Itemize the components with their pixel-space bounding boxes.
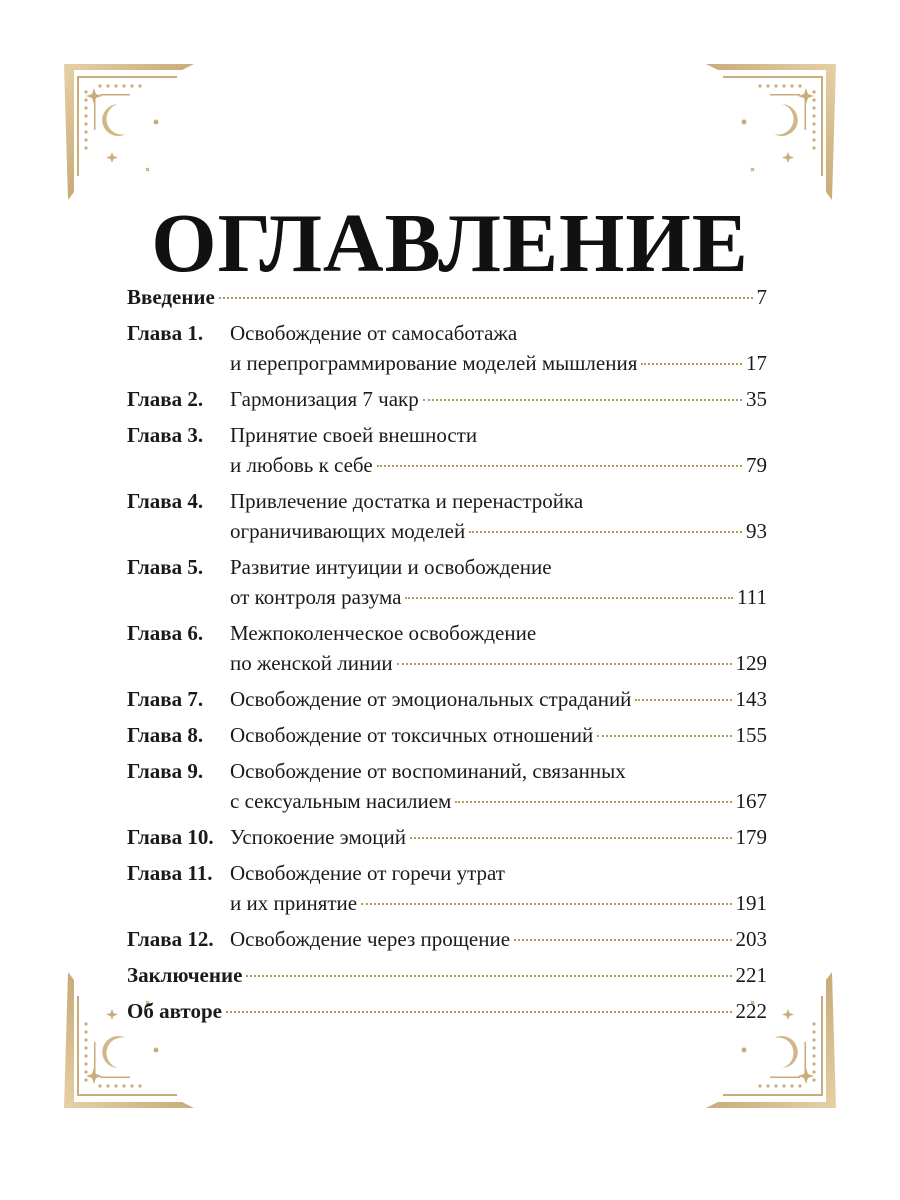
chapter-label: Глава 11.: [127, 861, 213, 885]
dot-leader: [469, 531, 742, 533]
toc-entry-title-line: Развитие интуиции и освобождение: [230, 555, 552, 579]
toc-entry-about-author[interactable]: [127, 996, 767, 1026]
toc-entry-title: Введение: [127, 285, 215, 309]
toc-entry-title-line: Успокоение эмоций: [230, 825, 406, 849]
toc-entry-chapter-2[interactable]: [127, 384, 767, 414]
toc-entry-title-line: от контроля разума: [230, 585, 402, 609]
chapter-label: Глава 1.: [127, 321, 204, 345]
chapter-label: Глава 4.: [127, 489, 204, 513]
toc-entry-title-line: Гармонизация 7 чакр: [230, 387, 419, 411]
toc-entry-title-line: Освобождение от эмоциональных страданий: [230, 687, 632, 711]
toc-entry-title-line: Освобождение от токсичных отношений: [230, 723, 594, 747]
toc-entry-chapter-1[interactable]: [127, 318, 767, 378]
toc-entry-title-line: Привлечение достатка и перенастройка: [230, 489, 584, 513]
toc-entry-chapter-5[interactable]: [127, 552, 767, 612]
toc-entry-chapter-6[interactable]: [127, 618, 767, 678]
page-number: 129: [735, 651, 767, 675]
dot-leader: [423, 399, 742, 401]
page-title: ОГЛАВЛЕНИЕ: [151, 197, 749, 291]
chapter-label: Глава 5.: [127, 555, 204, 579]
toc-entry-conclusion[interactable]: [127, 960, 767, 990]
page-number: 143: [735, 687, 767, 711]
dot-leader: [377, 465, 742, 467]
toc-entry-intro[interactable]: [127, 282, 767, 312]
page-number: 179: [735, 825, 767, 849]
corner-ornament-top-left: [64, 64, 204, 204]
toc-entry-title-line: по женской линии: [230, 651, 393, 675]
toc-entry-title-line: Освобождение от самосаботажа: [230, 321, 518, 345]
toc-entry-chapter-12[interactable]: [127, 924, 767, 954]
chapter-label: Глава 3.: [127, 423, 204, 447]
page-number: 93: [746, 519, 767, 543]
page-number: 167: [735, 789, 767, 813]
page-number: 111: [737, 585, 767, 609]
corner-ornament-top-right: [696, 64, 836, 204]
page-number: 222: [735, 999, 767, 1023]
dot-leader: [514, 939, 731, 941]
dot-leader: [405, 597, 733, 599]
toc-entry-title-line: Межпоколенческое освобождение: [230, 621, 537, 645]
page-number: 155: [735, 723, 767, 747]
chapter-label: Глава 6.: [127, 621, 204, 645]
dot-leader: [246, 975, 731, 977]
toc-entry-chapter-9[interactable]: [127, 756, 767, 816]
toc-entry-chapter-11[interactable]: [127, 858, 767, 918]
chapter-label: Глава 2.: [127, 387, 204, 411]
dot-leader: [226, 1011, 732, 1013]
dot-leader: [635, 699, 731, 701]
toc-entry-chapter-4[interactable]: [127, 486, 767, 546]
toc-entry-title: Заключение: [127, 963, 243, 987]
dot-leader: [361, 903, 731, 905]
toc-entry-title: Об авторе: [127, 999, 222, 1023]
page-number: 7: [756, 285, 767, 309]
toc-entry-chapter-10[interactable]: [127, 822, 767, 852]
toc-entry-chapter-7[interactable]: [127, 684, 767, 714]
page-number: 221: [735, 963, 767, 987]
chapter-label: Глава 9.: [127, 759, 204, 783]
page-number: 35: [746, 387, 767, 411]
toc-entry-title-line: Принятие своей внешности: [230, 423, 478, 447]
toc-entry-chapter-8[interactable]: [127, 720, 767, 750]
dot-leader: [455, 801, 731, 803]
dot-leader: [641, 363, 742, 365]
page-number: 17: [746, 351, 767, 375]
page-number: 191: [735, 891, 767, 915]
toc-entry-chapter-3[interactable]: [127, 420, 767, 480]
dot-leader: [597, 735, 731, 737]
toc-entry-title-line: с сексуальным насилием: [230, 789, 452, 813]
dot-leader: [410, 837, 732, 839]
dot-leader: [219, 297, 753, 299]
toc-entry-title-line: Освобождение от горечи утрат: [230, 861, 505, 885]
table-of-contents: [127, 282, 767, 1032]
toc-entry-title-line: и перепрограммирование моделей мышления: [230, 351, 638, 375]
dot-leader: [397, 663, 732, 665]
chapter-label: Глава 10.: [127, 825, 214, 849]
toc-entry-title-line: и любовь к себе: [230, 453, 373, 477]
toc-entry-title-line: ограничивающих моделей: [230, 519, 466, 543]
toc-entry-title-line: Освобождение от воспоминаний, связанных: [230, 759, 626, 783]
chapter-label: Глава 7.: [127, 687, 204, 711]
toc-entry-title-line: и их принятие: [230, 891, 358, 915]
page-number: 203: [735, 927, 767, 951]
toc-entry-title-line: Освобождение через прощение: [230, 927, 511, 951]
page-number: 79: [746, 453, 767, 477]
chapter-label: Глава 8.: [127, 723, 204, 747]
chapter-label: Глава 12.: [127, 927, 214, 951]
